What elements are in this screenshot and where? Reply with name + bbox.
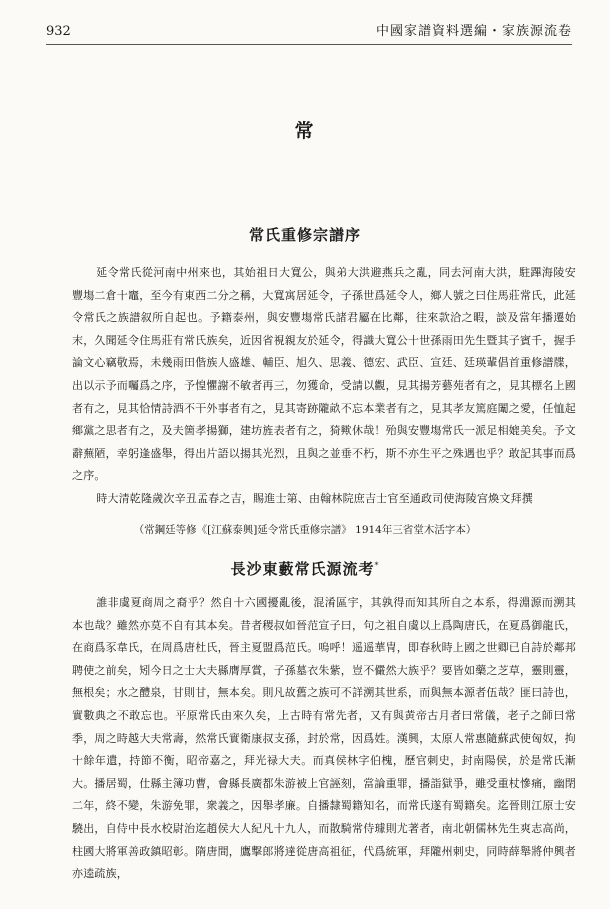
section-title-preface: 常氏重修宗譜序 (248, 226, 361, 244)
page-header (46, 22, 572, 45)
surname-heading: 常 (294, 120, 316, 142)
origin-paragraph: 誰非虞夏商周之裔乎？然自十六國擾亂後，混淆區宇，其孰得而知其所自之本系，得淵源而溯其本也哉？雖然亦莫不自有其本矣。昔者稷叔如晉范宣子曰，句之祖自虞以上爲陶唐氏，在夏爲御龍氏，在商爲豕韋氏，在周爲唐杜氏，晉主夏盟爲范氏。嗚呼！遥遥華冑，即春秋時上國之世卿已自詩於鄰邦聘使之前矣，矧今日之士大夫縣膺厚賞，子孫墓衣朱紫，豈不儼然大族乎？要皆如藥之芝草，靈則靈，無根矣；水之醴泉，甘則甘，無本矣。則凡故舊之族可不詳溯其世系，而與無本源者伍哉？匪曰詩也，實數典之不敢忘也。平原常氏由來久矣，上古時有常先者，又有與黄帝古月者曰常儀，老子之師曰常季，周之時越大夫常壽，然常氏實衛康叔支孫，封於常，因爲姓。漢興，太原人常惠隨蘇武使匈奴，拘十餘年遺，持節不衡，昭帝嘉之，拜光禄大夫。而真侯林字伯槐，歷官刺史，封南陽侯，於是常氏漸大。播居蜀，仕縣主簿功曹，會縣長廣都朱游被上官誣刻，當論重罪，播詣獄爭，雖受重杖慘痛，幽閉二年，終不變，朱游免罪，衆義之，因舉孝廉。自播隸蜀籍知名，而常氏遂有蜀籍矣。迄晉則江原士安驍出，自侍中長水校尉治迄趙侯大人紀凡十九人，而散騎常侍璩則尤著者，南北朝儒林先生爽志高尚，柱國大將軍善政鎮昭彰。隋唐間，鷹擊郎將達從唐高祖征，代爲統軍，拜隴州刺史，同時薛舉將仲興者亦逵疏族， (72, 596, 576, 881)
page-number: 932 (46, 24, 71, 39)
preface-signature: 時大清乾隆歲次辛丑孟春之吉，賜進士第、由翰林院庶吉士官至通政司使海陵宫煥文拜撰 (96, 491, 533, 505)
preface-body (72, 262, 576, 511)
origin-title-text: 長沙東藪常氏源流考 (230, 560, 375, 578)
preface-paragraph: 延令常氏從河南中州來也，其始祖日大寬公，與弟大洪避燕兵之亂，同去河南大洪，駐蹕海陵安豐塲二倉十竈，至今有東西二分之稱，大寬寓居延令，子孫世爲延令人，鄉人號之曰住馬莊常氏，此延令常氏之族譜叙所自起也。予籍泰州，與安豐塲常氏諸君屬在比鄰，往來款洽之暇，談及當年播遷始末，久聞延令住馬莊有常氏族矣，近因省視親友於延令，得識大寬公十世孫雨田先生暨其子賓千，握手論文心竊敬焉，未幾雨田偕族人盛雄、輔臣、旭久、思義、德宏、武臣、宣廷、廷瑛輩倡首重修譜牒，出以示予而囑爲之序，予惶懼謝不敏者再三，勿獲命，受請以觀，見其揚芳藝苑者有之，見其標名上國者有之，見其恰情詩酒不干外事者有之，見其寄跡隴畝不忘本業者有之，見其孝友篤庭闈之愛，任恤起鄉黨之思者有之，及夫箇孝揚獅，建坊旌表者有之，猗歟休哉！殆與安豐塲常氏一派足相媲美矣。予文辭蕪陋，幸躬逢盛舉，得出片語以揚其光烈，且與之並垂不朽，斯不亦生平之殊遇也乎？敢記其事而爲之序。 (72, 266, 576, 483)
running-title: 中國家譜資料選編・家族源流卷 (375, 24, 572, 39)
footnote-mark: * (374, 561, 380, 570)
origin-body (72, 592, 576, 886)
source-note: （常鋼廷等修《[江蘇泰興]延令常氏重修宗譜》 1914年三省堂木活字本） (133, 524, 477, 536)
section-title-origin (0, 558, 610, 579)
